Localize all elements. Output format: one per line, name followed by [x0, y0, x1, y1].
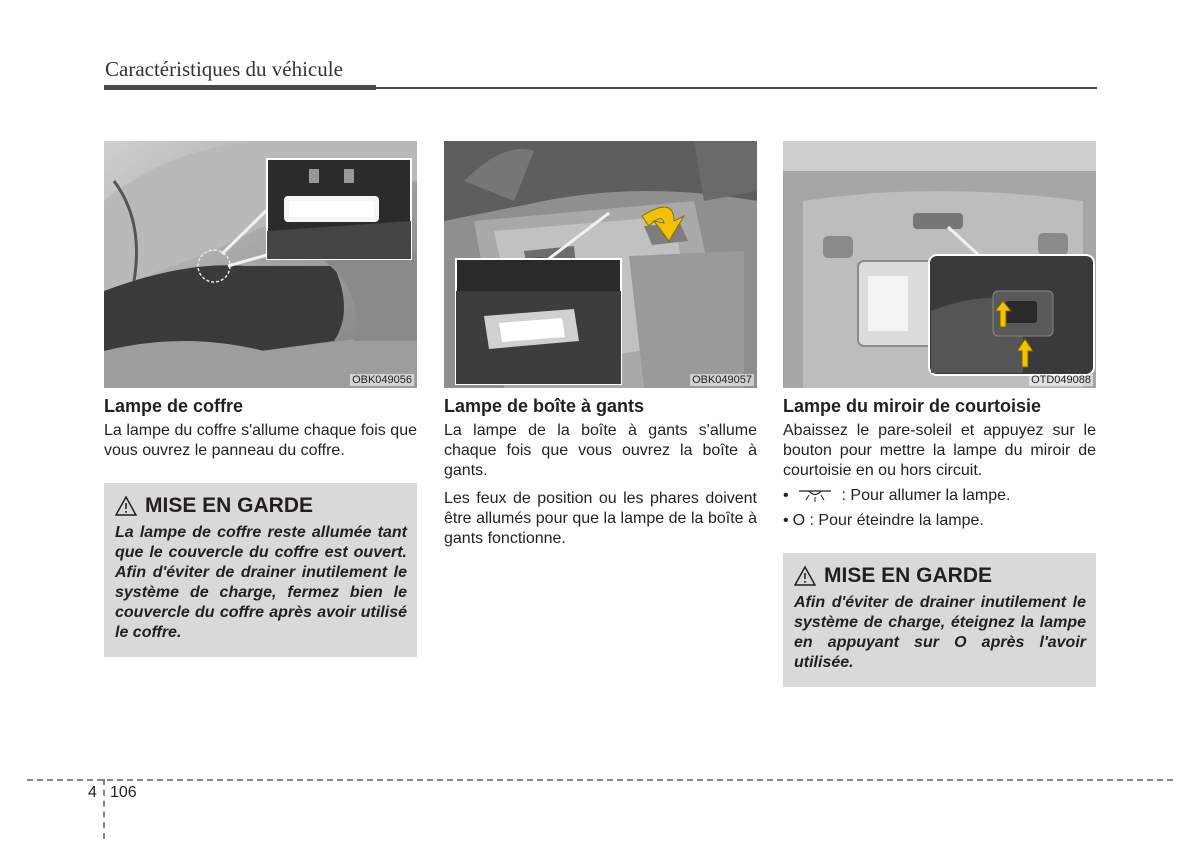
footer-divider	[103, 779, 105, 839]
warning-text: Afin d'éviter de drainer inutilement le système de charge, éteignez la lampe en appuyant sur O après l'avoir utilisée.	[794, 594, 1086, 671]
warning-text: La lampe de coffre reste allumée tant que le couvercle du coffre est ouvert. Afin d'éviter de drainer inutilement le système de charge, fermez bien le couvercle du coffre après avoir utilisé le coffre.	[115, 524, 407, 641]
bullet-text: : Pour allumer la lampe.	[841, 487, 1011, 504]
section-vanity-mirror-lamp	[783, 141, 1096, 687]
warning-heading	[115, 493, 407, 519]
warning-box	[783, 553, 1096, 687]
warning-heading	[794, 563, 1086, 589]
bullet-mark: •	[783, 512, 789, 529]
warning-triangle-icon	[794, 566, 816, 586]
bullet-item	[783, 486, 1096, 506]
section-trunk-lamp	[104, 141, 417, 657]
section-glove-box-lamp	[444, 141, 757, 549]
section-title: Lampe du miroir de courtoisie	[783, 396, 1042, 416]
vanity-mirror-lamp-illustration	[783, 141, 1096, 388]
figure-code: OTD049088	[1031, 374, 1091, 386]
footer-rule	[27, 779, 1173, 781]
page-header-title: Caractéristiques du véhicule	[105, 57, 343, 81]
body-paragraph: Les feux de position ou les phares doivent être allumés pour que la lampe de la boîte à gants fonctionne.	[444, 490, 757, 547]
page-number: 106	[110, 784, 137, 801]
trunk-lamp-illustration	[104, 141, 417, 388]
section-title: Lampe de coffre	[104, 396, 244, 416]
section-title: Lampe de boîte à gants	[444, 396, 645, 416]
chapter-number: 4	[88, 784, 97, 801]
glove-box-lamp-illustration	[444, 141, 757, 388]
body-paragraph: La lampe de la boîte à gants s'allume chaque fois que vous ouvrez la boîte à gants.	[444, 422, 757, 479]
warning-triangle-icon	[115, 496, 137, 516]
warning-box	[104, 483, 417, 657]
bullet-mark: •	[783, 487, 789, 504]
figure-code: OBK049056	[352, 374, 412, 386]
warning-title: MISE EN GARDE	[145, 494, 314, 517]
lamp-symbol-icon	[797, 489, 833, 503]
warning-title: MISE EN GARDE	[824, 564, 993, 587]
header-rule	[104, 85, 1097, 90]
bullet-item	[783, 511, 1096, 531]
body-paragraph: La lampe du coffre s'allume chaque fois que vous ouvrez le panneau du coffre.	[104, 422, 417, 459]
figure-code: OBK049057	[692, 374, 752, 386]
body-paragraph: Abaissez le pare-soleil et appuyez sur le bouton pour mettre la lampe du miroir de courtoisie en ou hors circuit.	[783, 422, 1096, 479]
bullet-text: O : Pour éteindre la lampe.	[792, 512, 984, 529]
